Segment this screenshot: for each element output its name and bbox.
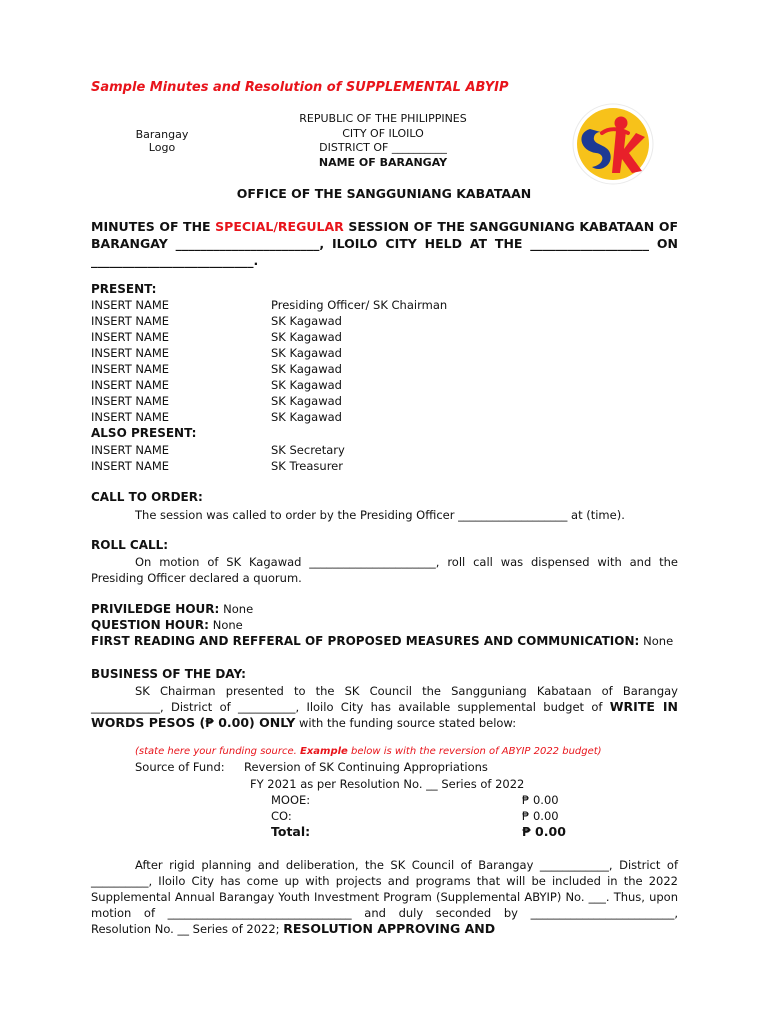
attendee-name: INSERT NAME: [91, 298, 170, 312]
letterhead-district: DISTRICT OF __________: [319, 141, 447, 154]
sk-logo-icon: [566, 103, 660, 185]
attendee-row: [91, 330, 651, 346]
attendee-row: [91, 346, 651, 362]
logo-placeholder-line-1: Barangay: [135, 128, 189, 141]
total-label: Total:: [271, 824, 311, 839]
co-label: CO:: [271, 809, 292, 823]
attendee-role: SK Kagawad: [271, 394, 342, 408]
mooe-label: MOOE:: [271, 793, 311, 807]
funding-source-note: [135, 746, 602, 757]
also-present-heading: ALSO PRESENT:: [91, 426, 197, 440]
letterhead-barangay: NAME OF BARANGAY: [318, 155, 448, 169]
attendee-name: INSERT NAME: [91, 459, 170, 473]
business-heading: BUSINESS OF THE DAY:: [91, 667, 246, 681]
call-to-order-heading: CALL TO ORDER:: [91, 490, 203, 504]
first-reading-heading: FIRST READING AND REFFERAL OF PROPOSED MEASURES AND COMMUNICATION:: [91, 634, 640, 648]
source-of-fund-value: Reversion of SK Continuing Appropriations: [244, 760, 488, 774]
attendee-role: SK Kagawad: [271, 410, 342, 424]
attendee-row: [91, 410, 651, 426]
attendee-name: INSERT NAME: [91, 314, 170, 328]
budget-amount-words: WRITE IN WORDS PESOS (₱ 0.00) ONLY: [91, 699, 679, 730]
mooe-amount: ₱ 0.00: [522, 793, 559, 807]
attendee-row: [91, 362, 651, 378]
attendee-name: INSERT NAME: [91, 346, 170, 360]
attendee-row: [91, 298, 651, 314]
total-amount: ₱ 0.00: [522, 824, 566, 839]
attendee-name: INSERT NAME: [91, 330, 170, 344]
business-text-a: SK Chairman presented to the SK Council the Sangguniang Kabataan of Barangay ____________, District of __________, Iloilo City has available supplemental budget of: [91, 684, 678, 714]
attendee-role: SK Kagawad: [271, 330, 342, 344]
priviledge-hour-heading: PRIVILEDGE HOUR:: [91, 602, 220, 616]
attendee-row: [91, 314, 651, 330]
question-hour-heading: QUESTION HOUR:: [91, 618, 209, 632]
roll-call-text: On motion of SK Kagawad ______________________, roll call was dispensed with and the Presiding Officer declared a quorum.: [91, 555, 678, 585]
priviledge-hour-value: None: [223, 602, 254, 616]
attendee-row: [91, 394, 651, 410]
session-type-highlight: SPECIAL/REGULAR: [215, 219, 344, 234]
roll-call-heading: ROLL CALL:: [91, 538, 169, 552]
minutes-heading: [91, 218, 678, 252]
attendee-name: INSERT NAME: [91, 378, 170, 392]
present-heading: PRESENT:: [91, 282, 157, 296]
office-heading: OFFICE OF THE SANGGUNIANG KABATAAN: [236, 186, 532, 201]
fiscal-year-reference: FY 2021 as per Resolution No. __ Series of 2022: [250, 777, 525, 791]
resolution-heading-start: RESOLUTION APPROVING AND: [283, 921, 496, 936]
attendee-row: [91, 459, 651, 475]
letterhead-city: CITY OF ILOILO: [342, 126, 424, 140]
question-hour: [91, 618, 243, 632]
call-to-order-text: The session was called to order by the Presiding Officer ___________________ at (time).: [135, 508, 625, 522]
closing-paragraph: [91, 857, 678, 937]
note-example: Example: [300, 746, 348, 757]
source-of-fund-label: Source of Fund:: [135, 760, 225, 774]
attendee-row: [91, 378, 651, 394]
attendee-role: SK Treasurer: [271, 459, 343, 473]
attendee-role: SK Kagawad: [271, 362, 342, 376]
priviledge-hour: [91, 602, 253, 616]
letterhead: [283, 112, 483, 170]
attendee-name: INSERT NAME: [91, 394, 170, 408]
attendee-name: INSERT NAME: [91, 362, 170, 376]
question-hour-value: None: [212, 618, 243, 632]
business-text-b: with the funding source stated below:: [298, 716, 517, 730]
attendee-role: SK Kagawad: [271, 314, 342, 328]
note-part-b: below is with the reversion of ABYIP 2022 budget): [351, 746, 602, 757]
attendee-role: SK Kagawad: [271, 346, 342, 360]
business-text: [91, 683, 678, 731]
attendee-role: SK Kagawad: [271, 378, 342, 392]
attendee-role: Presiding Officer/ SK Chairman: [271, 298, 448, 312]
co-amount: ₱ 0.00: [522, 809, 559, 823]
barangay-logo-placeholder: [120, 128, 204, 154]
logo-placeholder-line-2: Logo: [148, 141, 176, 154]
note-part-a: (state here your funding source.: [135, 746, 297, 757]
closing-text: After rigid planning and deliberation, the SK Council of Barangay ____________, District of __________, Iloilo City has come up with projects and programs that will be included in the 2022 Supplemental Annual Barangay Youth Investment Program (Supplemental ABYIP) No. ___. Thus, upon motion of ________________________________ and duly seconded by _________________________, Resolution No. __ Series of 2022;: [91, 858, 678, 936]
attendee-name: INSERT NAME: [91, 410, 170, 424]
minutes-heading-part-1: MINUTES OF THE: [91, 219, 211, 234]
letterhead-republic: REPUBLIC OF THE PHILIPPINES: [299, 112, 467, 125]
first-reading: [91, 634, 673, 648]
attendee-row: [91, 443, 651, 459]
attendee-role: SK Secretary: [271, 443, 345, 457]
document-title: Sample Minutes and Resolution of SUPPLEMENTAL ABYIP: [91, 80, 509, 95]
minutes-heading-part-2: SESSION OF THE SANGGUNIANG KABATAAN OF BARANGAY _______________________, ILOILO CITY HELD AT THE ___________________ ON: [91, 219, 679, 251]
attendee-name: INSERT NAME: [91, 443, 170, 457]
minutes-heading-date-blank: __________________________.: [91, 253, 259, 268]
first-reading-value: None: [643, 634, 674, 648]
